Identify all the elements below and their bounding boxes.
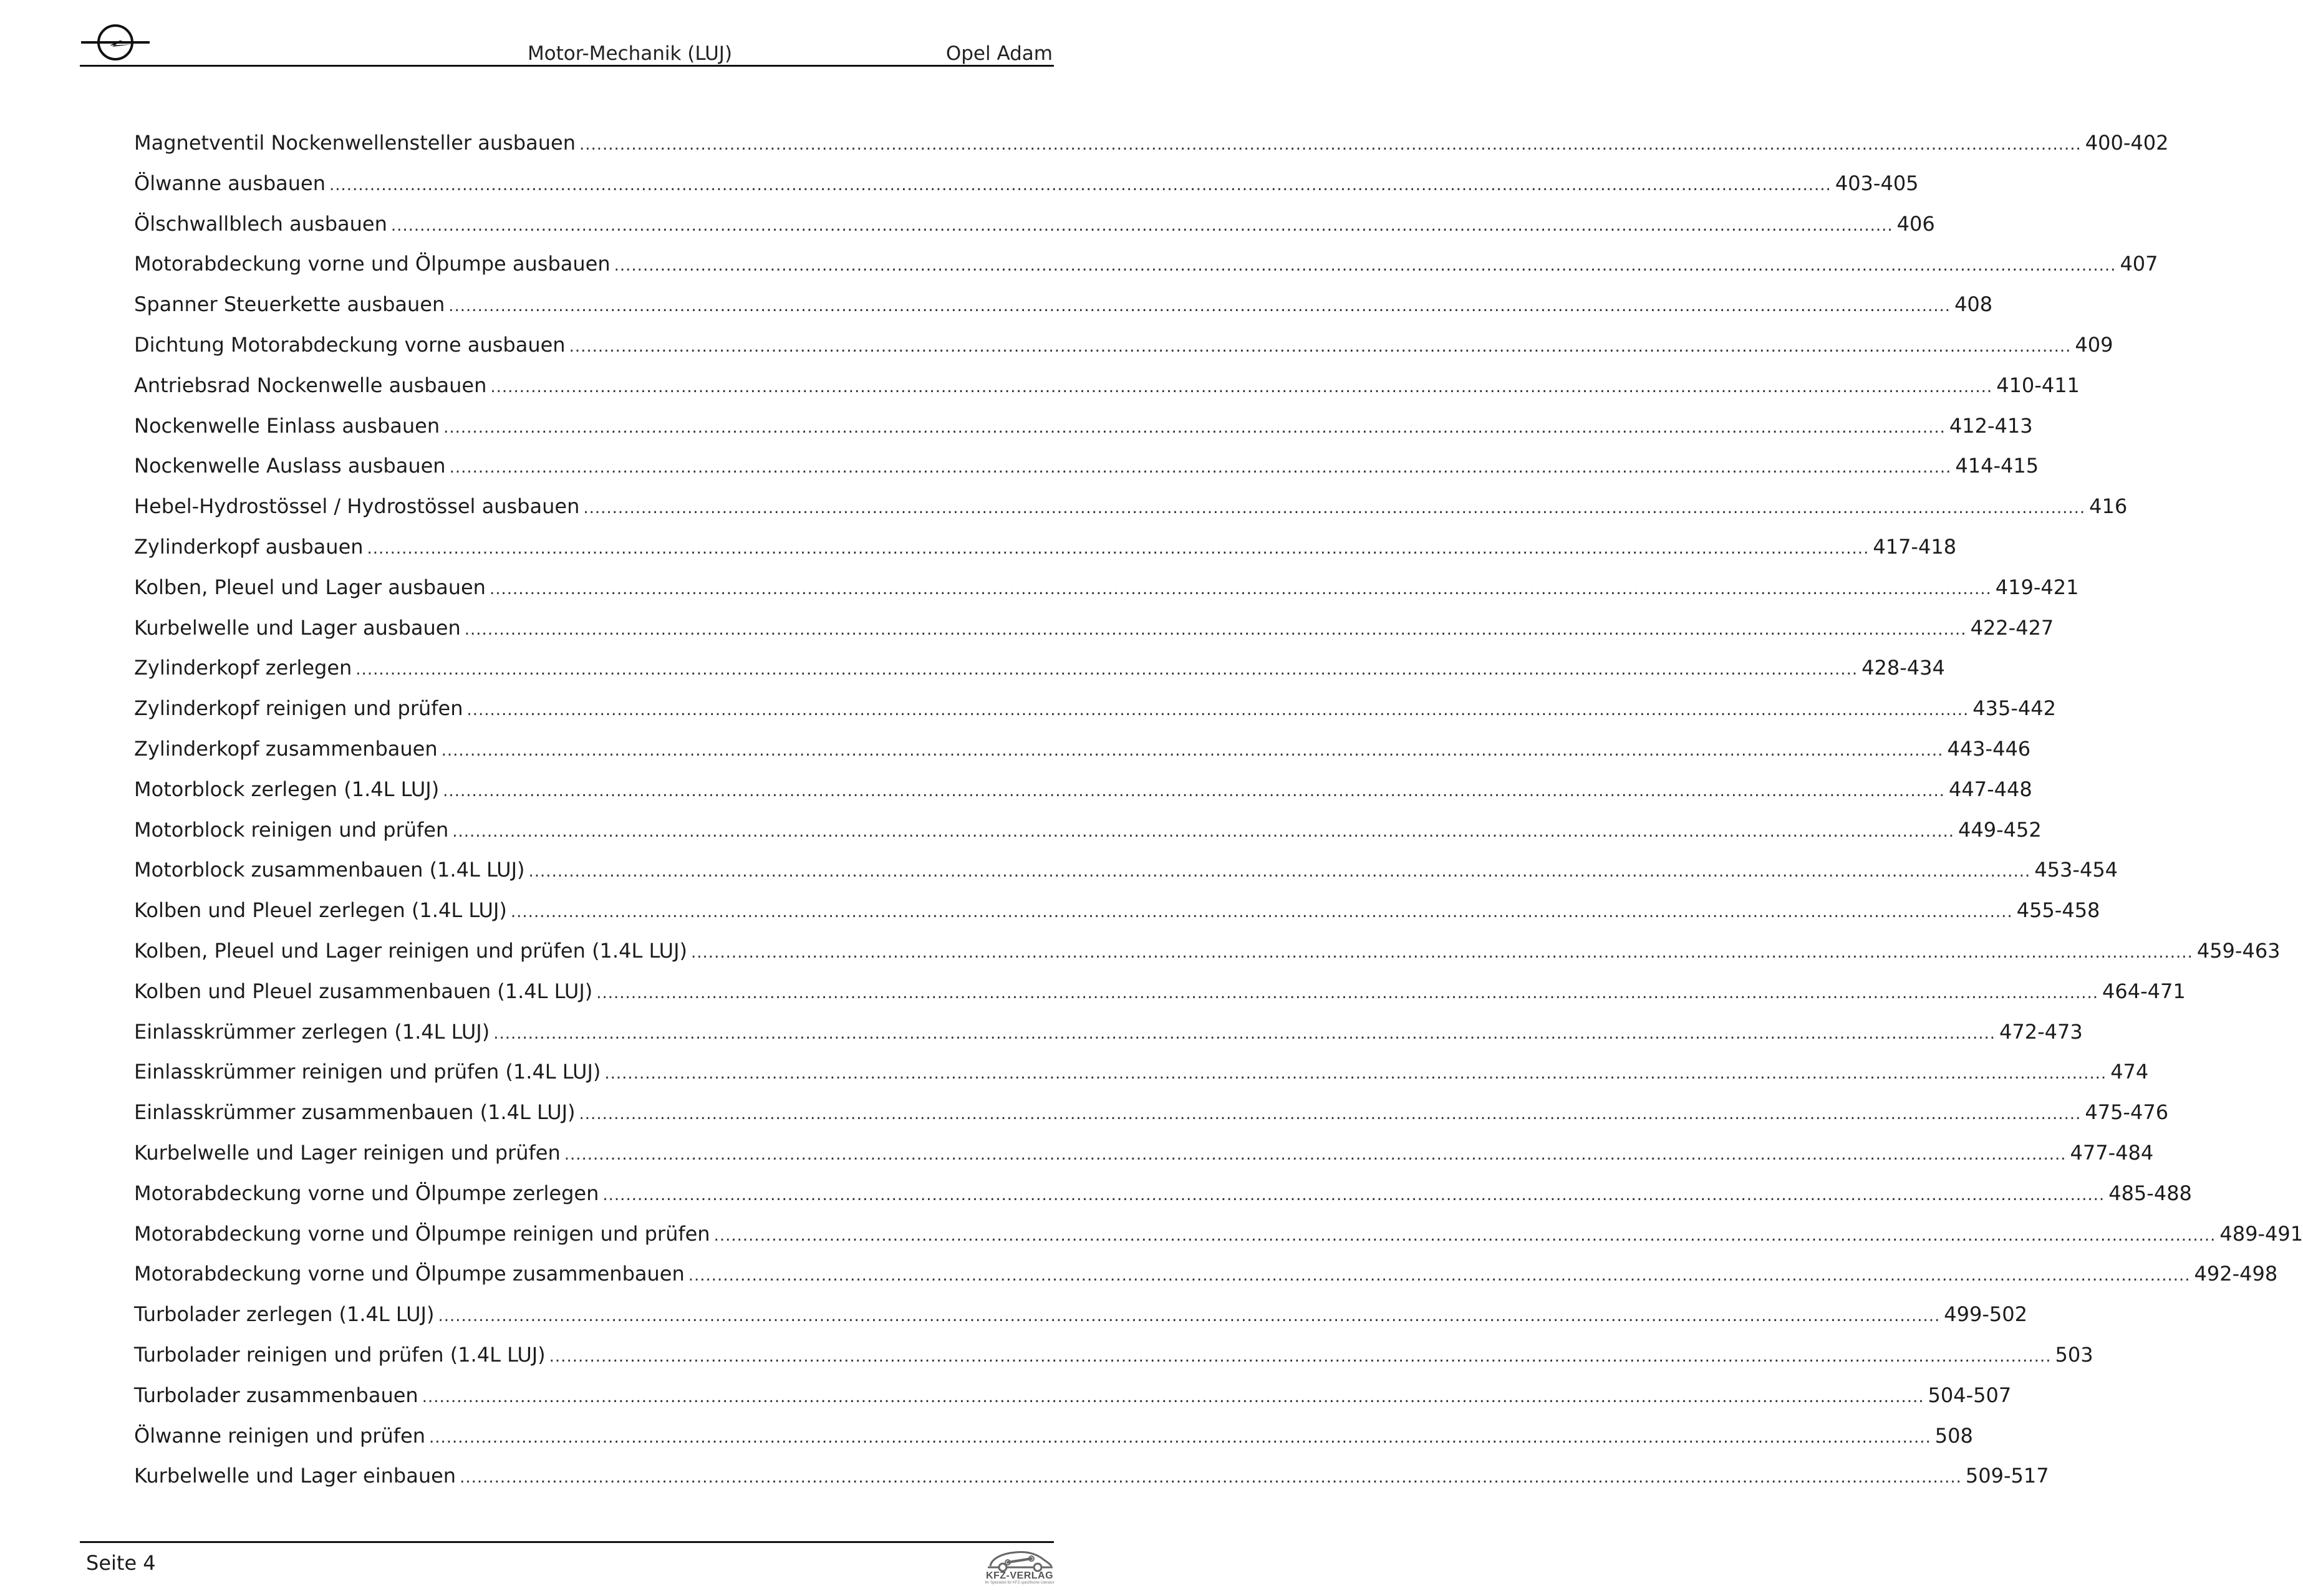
toc-entry-title: Motorblock reinigen und prüfen xyxy=(134,817,449,842)
toc-entry-page: 499-502 xyxy=(1944,1302,2027,1327)
toc-entry xyxy=(134,1423,1973,1464)
toc-entry xyxy=(134,696,2056,737)
toc-leader-dots: .................................................................................................................................................................................................................................................................... xyxy=(443,781,1945,800)
toc-leader-dots: .................................................................................................................................................................................................................................................................... xyxy=(713,1226,2216,1245)
toc-entry-title: Motorabdeckung vorne und Ölpumpe zusammenbauen xyxy=(134,1262,685,1286)
toc-entry xyxy=(134,1019,2083,1060)
toc-leader-dots: .................................................................................................................................................................................................................................................................... xyxy=(528,862,2031,882)
toc-leader-dots: .................................................................................................................................................................................................................................................................... xyxy=(579,135,2082,154)
toc-leader-dots: .................................................................................................................................................................................................................................................................... xyxy=(596,983,2099,1002)
toc-entry-page: 477-484 xyxy=(2070,1140,2154,1165)
toc-entry xyxy=(134,1262,2278,1302)
table-of-contents xyxy=(134,131,2303,1504)
toc-leader-dots: .................................................................................................................................................................................................................................................................... xyxy=(329,175,1832,195)
toc-entry-title: Zylinderkopf reinigen und prüfen xyxy=(134,696,463,721)
toc-entry-title: Turbolader zerlegen (1.4L LUJ) xyxy=(134,1302,435,1327)
toc-entry xyxy=(134,1140,2154,1181)
toc-entry xyxy=(134,1342,2093,1383)
toc-entry xyxy=(134,211,1935,252)
toc-entry-title: Zylinderkopf zusammenbauen xyxy=(134,736,438,761)
toc-leader-dots: .................................................................................................................................................................................................................................................................... xyxy=(452,822,1955,841)
toc-entry-title: Zylinderkopf zerlegen xyxy=(134,656,352,680)
toc-entry xyxy=(134,898,2100,939)
toc-entry-page: 455-458 xyxy=(2016,898,2100,923)
toc-entry-page: 410-411 xyxy=(1996,373,2080,397)
toc-entry-title: Antriebsrad Nockenwelle ausbauen xyxy=(134,373,487,397)
toc-entry xyxy=(134,494,2128,535)
toc-entry-title: Ölschwallblech ausbauen xyxy=(134,211,387,236)
toc-leader-dots: .................................................................................................................................................................................................................................................................... xyxy=(464,620,1967,639)
car-wrench-icon xyxy=(983,1545,1056,1572)
toc-leader-dots: .................................................................................................................................................................................................................................................................... xyxy=(510,903,2013,922)
toc-entry xyxy=(134,454,2039,494)
toc-entry-page: 409 xyxy=(2075,332,2113,357)
toc-entry-title: Nockenwelle Einlass ausbauen xyxy=(134,413,440,438)
toc-leader-dots: .................................................................................................................................................................................................................................................................... xyxy=(604,1064,2107,1084)
toc-entry-page: 492-498 xyxy=(2194,1262,2278,1286)
toc-entry-title: Motorabdeckung vorne und Ölpumpe reinigen und prüfen xyxy=(134,1221,710,1246)
toc-leader-dots: .................................................................................................................................................................................................................................................................... xyxy=(583,499,2086,518)
toc-entry-page: 475-476 xyxy=(2085,1100,2169,1125)
toc-entry-title: Zylinderkopf ausbauen xyxy=(134,534,364,559)
toc-entry xyxy=(134,656,1945,696)
toc-entry-page: 489-491 xyxy=(2219,1221,2303,1246)
toc-entry xyxy=(134,1464,2049,1504)
toc-leader-dots: .................................................................................................................................................................................................................................................................... xyxy=(688,1266,2191,1286)
toc-entry xyxy=(134,817,2042,858)
toc-leader-dots: .................................................................................................................................................................................................................................................................... xyxy=(490,377,1993,397)
toc-entry-page: 443-446 xyxy=(1947,736,2031,761)
toc-entry xyxy=(134,1100,2169,1141)
toc-entry xyxy=(134,1221,2303,1262)
toc-entry-page: 503 xyxy=(2055,1342,2093,1367)
toc-entry xyxy=(134,736,2031,777)
toc-entry-page: 449-452 xyxy=(1958,817,2042,842)
toc-entry-page: 419-421 xyxy=(1995,575,2079,599)
toc-leader-dots: .................................................................................................................................................................................................................................................................... xyxy=(569,337,2072,356)
toc-entry-page: 412-413 xyxy=(1949,413,2033,438)
toc-entry-title: Kolben, Pleuel und Lager reinigen und prüfen (1.4L LUJ) xyxy=(134,938,688,963)
toc-leader-dots: .................................................................................................................................................................................................................................................................... xyxy=(691,943,2193,962)
toc-entry xyxy=(134,171,1919,212)
toc-leader-dots: .................................................................................................................................................................................................................................................................... xyxy=(493,1024,1996,1043)
toc-entry-page: 509-517 xyxy=(1965,1464,2049,1488)
toc-entry-title: Kolben und Pleuel zerlegen (1.4L LUJ) xyxy=(134,898,507,923)
toc-leader-dots: .................................................................................................................................................................................................................................................................... xyxy=(428,1428,1931,1447)
toc-entry xyxy=(134,131,2169,171)
toc-leader-dots: .................................................................................................................................................................................................................................................................... xyxy=(422,1387,1924,1406)
toc-entry-page: 428-434 xyxy=(1861,656,1945,680)
toc-entry-title: Kurbelwelle und Lager reinigen und prüfen xyxy=(134,1140,561,1165)
toc-entry-title: Kurbelwelle und Lager ausbauen xyxy=(134,615,461,640)
toc-entry-page: 403-405 xyxy=(1835,171,1919,195)
toc-entry-title: Dichtung Motorabdeckung vorne ausbauen xyxy=(134,332,566,357)
toc-entry xyxy=(134,1060,2149,1100)
toc-leader-dots: .................................................................................................................................................................................................................................................................... xyxy=(441,741,1944,760)
toc-entry-title: Motorabdeckung vorne und Ölpumpe zerlegen xyxy=(134,1181,599,1205)
toc-entry-page: 414-415 xyxy=(1955,454,2039,478)
toc-leader-dots: .................................................................................................................................................................................................................................................................... xyxy=(438,1307,1941,1326)
toc-entry-title: Ölwanne ausbauen xyxy=(134,171,326,195)
toc-entry-title: Motorblock zerlegen (1.4L LUJ) xyxy=(134,777,440,801)
toc-entry-page: 417-418 xyxy=(1873,534,1957,559)
toc-leader-dots: .................................................................................................................................................................................................................................................................... xyxy=(564,1145,2067,1164)
toc-entry xyxy=(134,1302,2027,1343)
toc-entry-page: 407 xyxy=(2120,252,2158,276)
toc-entry-title: Motorblock zusammenbauen (1.4L LUJ) xyxy=(134,858,525,882)
toc-entry xyxy=(134,777,2032,818)
publisher-name: KFZ-VERLAG xyxy=(985,1570,1054,1581)
toc-leader-dots: .................................................................................................................................................................................................................................................................... xyxy=(448,297,1951,316)
toc-entry-title: Einlasskrümmer zusammenbauen (1.4L LUJ) xyxy=(134,1100,576,1125)
toc-entry-title: Kurbelwelle und Lager einbauen xyxy=(134,1464,456,1488)
toc-entry xyxy=(134,858,2118,898)
toc-entry-page: 422-427 xyxy=(1970,615,2054,640)
toc-entry xyxy=(134,332,2113,373)
toc-leader-dots: .................................................................................................................................................................................................................................................................... xyxy=(367,539,1870,558)
toc-leader-dots: .................................................................................................................................................................................................................................................................... xyxy=(549,1347,2052,1366)
toc-leader-dots: .................................................................................................................................................................................................................................................................... xyxy=(466,701,1969,720)
toc-entry-title: Kolben, Pleuel und Lager ausbauen xyxy=(134,575,486,599)
toc-entry xyxy=(134,292,1993,333)
toc-entry xyxy=(134,979,2186,1020)
toc-entry-title: Einlasskrümmer reinigen und prüfen (1.4L LUJ) xyxy=(134,1060,601,1084)
toc-entry-page: 416 xyxy=(2089,494,2128,519)
toc-leader-dots: .................................................................................................................................................................................................................................................................... xyxy=(460,1468,1962,1488)
toc-entry-title: Spanner Steuerkette ausbauen xyxy=(134,292,445,317)
toc-entry-title: Hebel-Hydrostössel / Hydrostössel ausbauen xyxy=(134,494,580,519)
toc-entry-title: Turbolader reinigen und prüfen (1.4L LUJ) xyxy=(134,1342,546,1367)
toc-entry-page: 408 xyxy=(1954,292,1993,317)
opel-logo-icon xyxy=(81,19,150,66)
footer-divider xyxy=(80,1541,1054,1543)
toc-entry-title: Motorabdeckung vorne und Ölpumpe ausbauen xyxy=(134,252,611,276)
toc-entry xyxy=(134,534,1957,575)
page-number: Seite 4 xyxy=(86,1551,156,1575)
toc-leader-dots: .................................................................................................................................................................................................................................................................... xyxy=(390,216,1893,235)
toc-entry-title: Magnetventil Nockenwellensteller ausbauen xyxy=(134,131,576,155)
toc-entry-page: 406 xyxy=(1896,211,1935,236)
toc-entry-page: 464-471 xyxy=(2102,979,2186,1003)
toc-entry xyxy=(134,373,2080,414)
toc-entry-title: Einlasskrümmer zerlegen (1.4L LUJ) xyxy=(134,1019,490,1044)
toc-entry-page: 453-454 xyxy=(2034,858,2118,882)
toc-entry-page: 459-463 xyxy=(2196,938,2281,963)
toc-leader-dots: .................................................................................................................................................................................................................................................................... xyxy=(355,660,1858,680)
toc-entry-page: 472-473 xyxy=(1999,1019,2083,1044)
toc-entry-page: 485-488 xyxy=(2108,1181,2192,1205)
toc-entry-page: 447-448 xyxy=(1948,777,2032,801)
toc-entry xyxy=(134,938,2281,979)
toc-entry xyxy=(134,252,2158,292)
toc-leader-dots: .................................................................................................................................................................................................................................................................... xyxy=(443,418,1946,437)
toc-leader-dots: .................................................................................................................................................................................................................................................................... xyxy=(449,458,1952,478)
toc-leader-dots: .................................................................................................................................................................................................................................................................... xyxy=(614,256,2117,276)
toc-entry-title: Kolben und Pleuel zusammenbauen (1.4L LUJ) xyxy=(134,979,593,1003)
header-divider xyxy=(80,65,1054,67)
toc-entry xyxy=(134,575,2079,616)
toc-leader-dots: .................................................................................................................................................................................................................................................................... xyxy=(602,1185,2105,1204)
toc-entry-page: 508 xyxy=(1934,1423,1973,1448)
toc-leader-dots: .................................................................................................................................................................................................................................................................... xyxy=(489,579,1992,598)
page-header xyxy=(80,19,1053,66)
toc-entry xyxy=(134,1383,2012,1424)
toc-entry xyxy=(134,615,2054,656)
toc-entry-title: Turbolader zusammenbauen xyxy=(134,1383,418,1407)
toc-entry xyxy=(134,413,2033,454)
publisher-logo xyxy=(983,1545,1056,1594)
toc-entry-page: 504-507 xyxy=(1928,1383,2012,1407)
toc-entry xyxy=(134,1181,2192,1222)
toc-entry-title: Nockenwelle Auslass ausbauen xyxy=(134,454,446,478)
toc-entry-title: Ölwanne reinigen und prüfen xyxy=(134,1423,425,1448)
toc-leader-dots: .................................................................................................................................................................................................................................................................... xyxy=(579,1105,2082,1124)
brand-name: Opel Adam xyxy=(945,42,1053,65)
toc-entry-page: 400-402 xyxy=(2085,131,2169,155)
toc-entry-page: 435-442 xyxy=(1972,696,2056,721)
toc-entry-page: 474 xyxy=(2110,1060,2149,1084)
publisher-tagline: Ihr Spezialist für KFZ-spezifische Literatur xyxy=(985,1581,1055,1585)
page-title: Motor-Mechanik (LUJ) xyxy=(527,42,733,65)
